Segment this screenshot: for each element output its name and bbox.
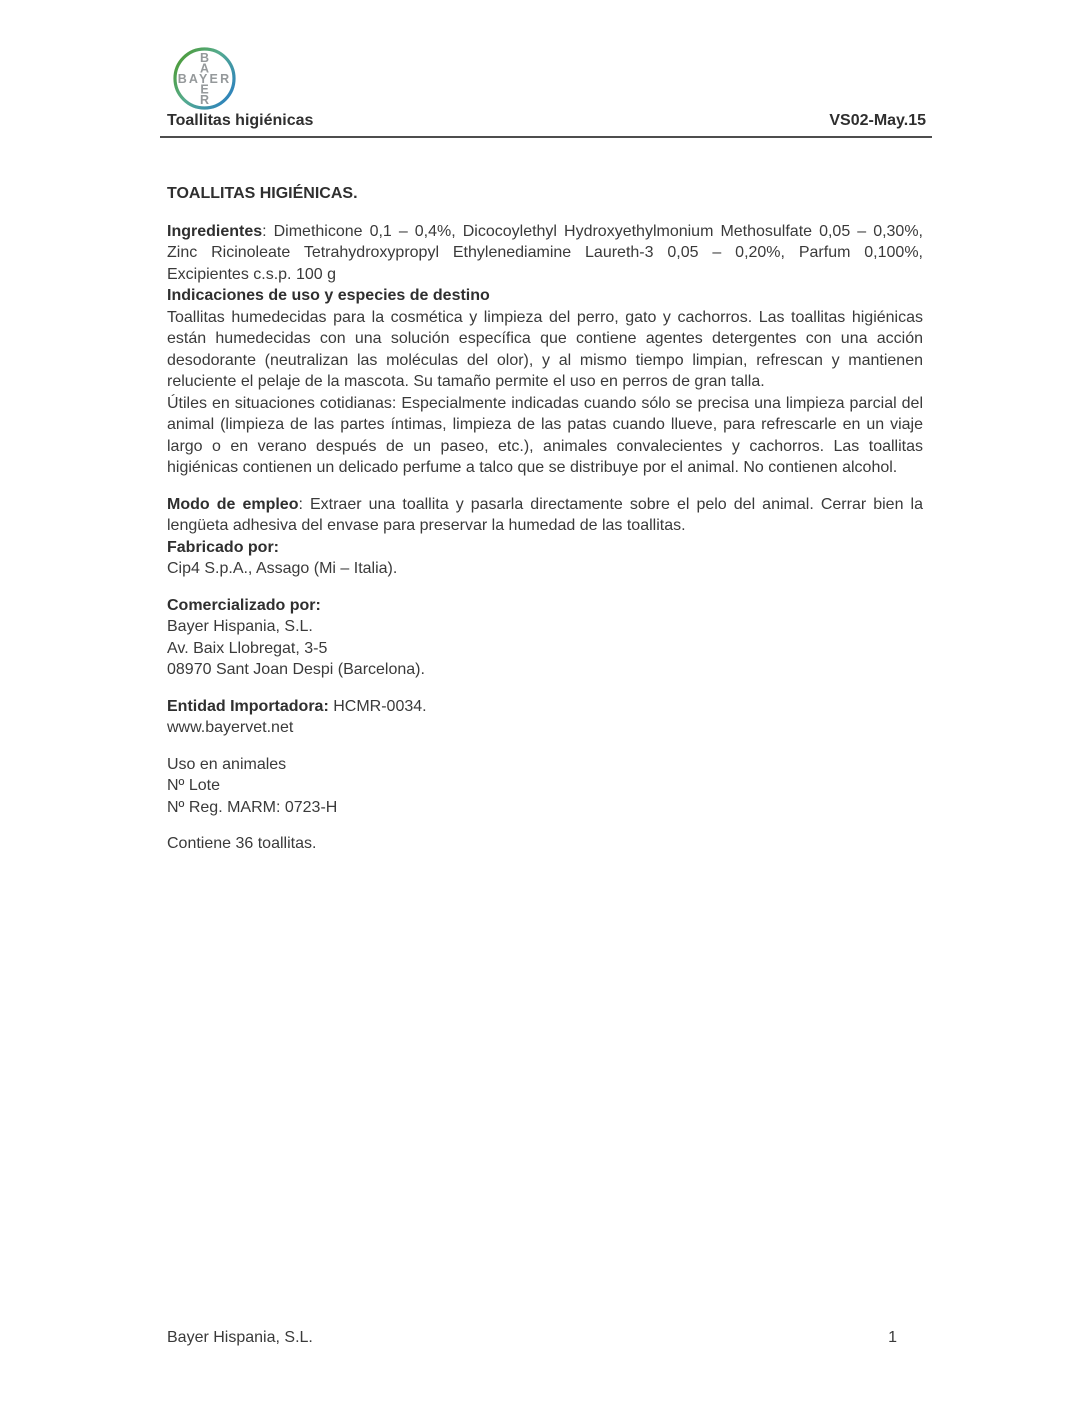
usage-paragraph: [167, 494, 923, 537]
indications-heading: Indicaciones de uso y especies de destino: [167, 287, 490, 304]
usage-text: : Extraer una toallita y pasarla directamente sobre el pelo del animal. Cerrar bien la lengüeta adhesiva del envase para preservar la humedad de las toallitas.: [167, 495, 923, 534]
marketer-company: Bayer Hispania, S.L.: [167, 618, 313, 635]
manufacturer-heading: Fabricado por:: [167, 538, 280, 556]
ingredients-text: : Dimethicone 0,1 – 0,4%, Dicocoylethyl Hydroxyethylmonium Methosulfate 0,05 – 0,30%, Zinc Ricinoleate Tetrahydroxypropyl Ethylenediamine Laureth-3 0,05 – 0,20%, Parfum 0,100%, Excipientes c.s.p. 100 g: [167, 222, 923, 283]
contents-line: Contiene 36 toallitas.: [167, 835, 317, 852]
logo-letter-r: R: [199, 93, 210, 107]
header-version-code: VS02-May.15: [829, 112, 926, 129]
usage-label: Modo de empleo: [167, 495, 299, 513]
logo-letter-a: A: [199, 61, 210, 76]
logo-word-horizontal: BAYER: [177, 72, 232, 86]
lot-section: [167, 775, 923, 818]
header-product-name: Toallitas higiénicas: [167, 112, 314, 129]
indications-paragraph-1: Toallitas humedecidas para la cosmética y limpieza del perro, gato y cachorros. Las toallitas higiénicas están humedecidas con una solución específica que contiene agentes detergentes con una acción desodorante (neutralizan las moléculas del olor), y al mismo tiempo limpian, refrescan y mantienen reluciente el pelaje de la mascota. Su tamaño permite el uso en perros de gran talla.: [167, 308, 923, 390]
ingredients-label: Ingredientes: [167, 222, 263, 240]
importer-code: HCMR-0034.: [328, 697, 427, 715]
page-footer: [167, 1329, 923, 1347]
importer-section: [167, 696, 923, 739]
manufacturer-section: [167, 537, 923, 580]
footer-page-number: 1: [888, 1329, 897, 1346]
importer-label: Entidad Importadora:: [167, 697, 329, 715]
marketer-street: Av. Baix Llobregat, 3-5: [167, 639, 328, 657]
marketer-city: 08970 Sant Joan Despi (Barcelona).: [167, 661, 425, 678]
importer-line: [167, 696, 923, 718]
manufacturer-line: Cip4 S.p.A., Assago (Mi – Italia).: [167, 560, 398, 577]
importer-website: www.bayervet.net: [167, 719, 294, 736]
marketer-section: [167, 595, 923, 681]
page-header: [160, 112, 932, 138]
document-title: TOALLITAS HIGIÉNICAS.: [167, 185, 358, 202]
registration-line: Nº Reg. MARM: 0723-H: [167, 798, 338, 816]
document-body: [167, 183, 923, 855]
indications-section: [167, 285, 923, 479]
indications-paragraph-2: Útiles en situaciones cotidianas: Especialmente indicadas cuando sólo se precisa una limpieza parcial del animal (limpieza de las partes íntimas, limpieza de las patas cuando llueve, para refrescarle en un viaje largo o en verano después de un paseo, etc.), animales convalecientes y cachorros. Las toallitas higiénicas contienen un delicado perfume a talco que se distribuye por el animal. No contienen alcohol.: [167, 394, 923, 476]
ingredients-paragraph: [167, 221, 923, 286]
footer-company: Bayer Hispania, S.L.: [167, 1329, 313, 1346]
logo-letter-b: B: [199, 51, 210, 65]
marketer-heading: Comercializado por:: [167, 596, 321, 614]
bayer-logo: [171, 45, 238, 112]
animal-use-line: Uso en animales: [167, 755, 287, 773]
bayer-cross-icon: [171, 45, 238, 112]
lot-number-line: Nº Lote: [167, 777, 220, 794]
logo-letter-e: E: [200, 82, 209, 97]
